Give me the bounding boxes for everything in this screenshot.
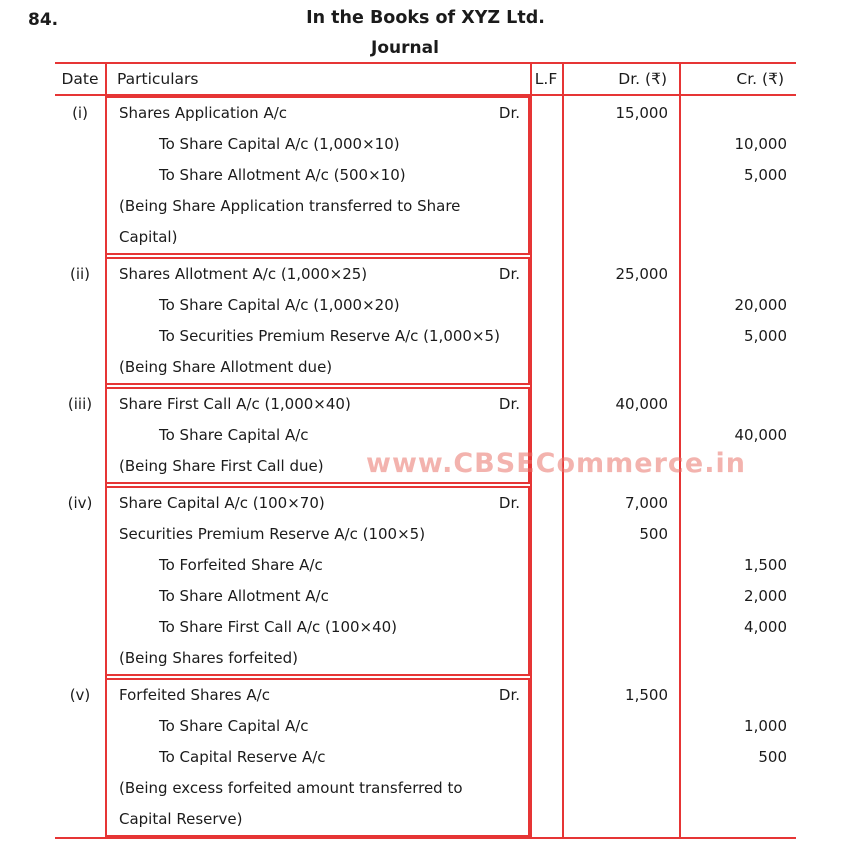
particulars-line [107, 290, 528, 321]
particulars-line [107, 581, 528, 612]
cr-amount: 4,000 [744, 618, 787, 636]
dr-label: Dr. [498, 494, 520, 512]
dr-amount [562, 773, 679, 804]
header-particulars: Particulars [117, 70, 199, 88]
particulars-line [107, 129, 528, 160]
entry-date-label: (ii) [69, 265, 91, 283]
particulars-line [107, 680, 528, 711]
entry-lf-cell [530, 678, 562, 837]
cr-amount: 20,000 [734, 296, 787, 314]
account-text: To Forfeited Share A/c [159, 556, 323, 574]
dr-amount [562, 129, 679, 160]
cr-amount [679, 191, 796, 222]
entry-particulars-cell [105, 678, 530, 837]
dr-amount [562, 420, 679, 451]
cr-amount: 500 [758, 748, 787, 766]
header-cr: Cr. (₹) [736, 70, 784, 88]
cr-amount [679, 259, 796, 290]
particulars-line [107, 259, 528, 290]
cr-amount: 1,000 [744, 717, 787, 735]
journal-entry [55, 257, 796, 385]
entry-dr-cell [562, 96, 679, 255]
dr-amount [562, 612, 679, 643]
particulars-line [107, 98, 528, 129]
narration-text: (Being Shares forfeited) [119, 649, 298, 667]
table-bottom-rule [55, 837, 796, 839]
account-text: To Capital Reserve A/c [159, 748, 326, 766]
narration-text: Capital) [119, 228, 178, 246]
dr-amount [562, 321, 679, 352]
entry-cr-cell [679, 486, 796, 676]
account-text: Share Capital A/c (100×70) [119, 494, 325, 512]
cr-amount [679, 389, 796, 420]
dr-amount: 25,000 [615, 265, 668, 283]
particulars-line [107, 321, 528, 352]
dr-amount [562, 191, 679, 222]
entry-cr-cell [679, 678, 796, 837]
cr-amount [679, 680, 796, 711]
account-text: Securities Premium Reserve A/c (100×5) [119, 525, 426, 543]
dr-amount: 40,000 [615, 395, 668, 413]
column-rule-date-particulars [105, 62, 107, 839]
account-text: To Share Capital A/c (1,000×20) [159, 296, 400, 314]
journal-entry [55, 486, 796, 676]
cr-amount: 5,000 [744, 166, 787, 184]
account-text: To Share Allotment A/c (500×10) [159, 166, 406, 184]
particulars-line [107, 612, 528, 643]
cr-amount: 1,500 [744, 556, 787, 574]
dr-amount [562, 581, 679, 612]
cr-amount [679, 804, 796, 835]
entry-dr-cell [562, 257, 679, 385]
narration-line [107, 773, 528, 804]
dr-amount [562, 643, 679, 674]
account-text: Share First Call A/c (1,000×40) [119, 395, 351, 413]
account-text: Shares Allotment A/c (1,000×25) [119, 265, 368, 283]
entry-particulars-cell [105, 96, 530, 255]
particulars-line [107, 160, 528, 191]
entry-particulars-cell [105, 257, 530, 385]
entry-lf-cell [530, 96, 562, 255]
entry-date-label: (iv) [67, 494, 93, 512]
narration-line [107, 643, 528, 674]
header-lf: L.F [534, 70, 558, 88]
entry-date-cell [55, 387, 105, 484]
journal-entry [55, 678, 796, 837]
entry-date-cell [55, 257, 105, 385]
account-text: Forfeited Shares A/c [119, 686, 270, 704]
dr-amount [562, 550, 679, 581]
particulars-line [107, 742, 528, 773]
entry-date-label: (v) [69, 686, 91, 704]
journal-heading: Journal [371, 38, 439, 58]
account-text: Shares Application A/c [119, 104, 288, 122]
cr-amount [679, 98, 796, 129]
entry-date-cell [55, 678, 105, 837]
journal-entry [55, 96, 796, 255]
dr-label: Dr. [498, 686, 520, 704]
particulars-line [107, 711, 528, 742]
dr-amount [562, 804, 679, 835]
header-dr: Dr. (₹) [618, 70, 667, 88]
cr-amount [679, 643, 796, 674]
narration-text: (Being Share Application transferred to Share [119, 197, 461, 215]
dr-amount [562, 352, 679, 383]
account-text: To Securities Premium Reserve A/c (1,000×5) [159, 327, 500, 345]
entry-particulars-cell [105, 486, 530, 676]
account-text: To Share Capital A/c [159, 717, 309, 735]
narration-text: Capital Reserve) [119, 810, 243, 828]
cr-amount [679, 519, 796, 550]
cr-amount [679, 352, 796, 383]
account-text: To Share Allotment A/c [159, 587, 329, 605]
question-number: 84. [28, 10, 59, 30]
entry-date-label: (iii) [67, 395, 93, 413]
narration-line [107, 191, 528, 222]
entry-date-cell [55, 486, 105, 676]
dr-amount: 500 [639, 525, 668, 543]
entry-date-label: (i) [72, 104, 88, 122]
account-text: To Share Capital A/c (1,000×10) [159, 135, 400, 153]
account-text: To Share First Call A/c (100×40) [159, 618, 398, 636]
particulars-line [107, 488, 528, 519]
entry-dr-cell [562, 486, 679, 676]
cr-amount [679, 773, 796, 804]
entry-date-cell [55, 96, 105, 255]
cr-amount: 5,000 [744, 327, 787, 345]
cr-amount: 2,000 [744, 587, 787, 605]
narration-line [107, 352, 528, 383]
dr-amount: 7,000 [625, 494, 668, 512]
cr-amount [679, 488, 796, 519]
entry-cr-cell [679, 96, 796, 255]
watermark: www.CBSECommerce.in [366, 448, 746, 479]
narration-text: (Being Share Allotment due) [119, 358, 333, 376]
account-text: To Share Capital A/c [159, 426, 309, 444]
particulars-line [107, 420, 528, 451]
table-header-row [55, 64, 796, 94]
dr-label: Dr. [498, 265, 520, 283]
dr-amount [562, 711, 679, 742]
page-title: In the Books of XYZ Ltd. [306, 8, 545, 28]
narration-text: (Being excess forfeited amount transferred to [119, 779, 463, 797]
dr-amount [562, 290, 679, 321]
cr-amount [679, 222, 796, 253]
dr-amount: 15,000 [615, 104, 668, 122]
header-date: Date [61, 70, 99, 88]
particulars-line [107, 389, 528, 420]
narration-line [107, 222, 528, 253]
narration-line [107, 804, 528, 835]
particulars-line [107, 550, 528, 581]
dr-amount [562, 742, 679, 773]
dr-label: Dr. [498, 395, 520, 413]
dr-amount [562, 160, 679, 191]
cr-amount: 40,000 [734, 426, 787, 444]
particulars-line [107, 519, 528, 550]
dr-label: Dr. [498, 104, 520, 122]
narration-text: (Being Share First Call due) [119, 457, 324, 475]
dr-amount [562, 222, 679, 253]
entry-lf-cell [530, 257, 562, 385]
entry-lf-cell [530, 486, 562, 676]
entry-cr-cell [679, 257, 796, 385]
entry-dr-cell [562, 678, 679, 837]
dr-amount: 1,500 [625, 686, 668, 704]
cr-amount: 10,000 [734, 135, 787, 153]
